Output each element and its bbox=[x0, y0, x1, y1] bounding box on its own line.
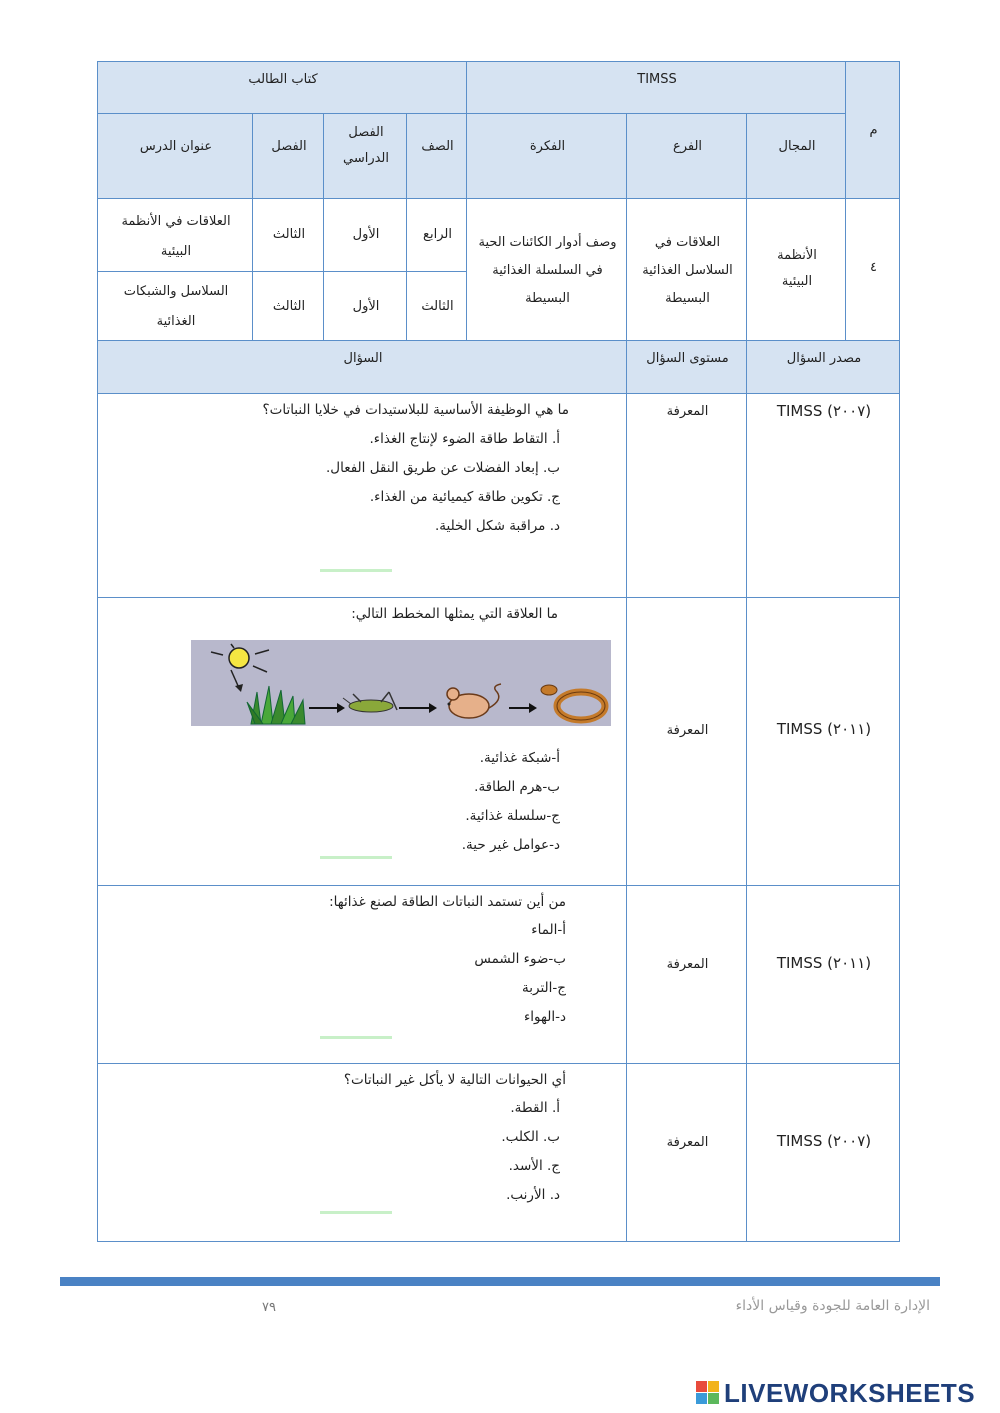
logo-text: LIVEWORKSHEETS bbox=[724, 1378, 976, 1408]
info-number-cell bbox=[845, 198, 900, 341]
info-lesson-1: العلاقات في الأنظمة البيئية bbox=[121, 214, 231, 259]
info-grade-2: الثالث bbox=[421, 299, 454, 314]
footer-bar bbox=[60, 1277, 940, 1286]
header-lesson-cell bbox=[97, 113, 253, 199]
header-grade-cell bbox=[406, 113, 467, 199]
info-grade-1: الرابع bbox=[423, 227, 452, 242]
q4-level: المعرفة bbox=[666, 1135, 709, 1150]
q1-level: المعرفة bbox=[666, 404, 709, 419]
q4-option-c: ج. الأسد. bbox=[508, 1158, 560, 1174]
org-name: الإدارة العامة للجودة وقياس الأداء bbox=[735, 1298, 930, 1314]
header-semester-cell bbox=[323, 113, 407, 199]
q1-option-b: ب. إبعاد الفضلات عن طريق النقل الفعال. bbox=[325, 460, 560, 476]
header-domain-label: المجال bbox=[778, 139, 816, 154]
info-lesson-cell-1 bbox=[97, 198, 253, 272]
q2-option-b: ب-هرم الطاقة. bbox=[474, 779, 560, 795]
q2-answer-line bbox=[320, 856, 392, 859]
header-book-cell bbox=[97, 61, 467, 114]
qheader-level-cell bbox=[626, 340, 747, 394]
qheader-source-cell bbox=[746, 340, 900, 394]
info-chapter-cell-1 bbox=[252, 198, 324, 272]
header-chapter-cell bbox=[252, 113, 324, 199]
info-lesson-cell-2 bbox=[97, 271, 253, 341]
header-branch-label: الفرع bbox=[672, 139, 703, 154]
q3-option-a: أ-الماء bbox=[531, 922, 566, 938]
q2-question-cell bbox=[97, 597, 627, 886]
q3-level: المعرفة bbox=[666, 957, 709, 972]
q1-source: TIMSS (٢٠٠٧) bbox=[776, 402, 872, 420]
info-semester-1: الأول bbox=[352, 227, 380, 242]
info-semester-cell-1 bbox=[323, 198, 407, 272]
header-m-label: م bbox=[869, 123, 878, 138]
info-domain: الأنظمة البيئية bbox=[777, 248, 817, 289]
header-m-cell bbox=[845, 61, 900, 199]
q1-text: ما هي الوظيفة الأساسية للبلاستيدات في خلايا النباتات؟ bbox=[262, 402, 569, 418]
info-semester-cell-2 bbox=[323, 271, 407, 341]
q4-option-a: أ. القطة. bbox=[510, 1100, 560, 1116]
qheader-source: مصدر السؤال bbox=[786, 351, 862, 366]
liveworksheets-logo[interactable] bbox=[696, 1378, 996, 1410]
info-grade-cell-2 bbox=[406, 271, 467, 341]
q3-text: من أين تستمد النباتات الطاقة لصنع غذائها: bbox=[329, 894, 566, 910]
q3-level-cell bbox=[626, 885, 747, 1064]
q2-option-c: ج-سلسلة غذائية. bbox=[465, 808, 560, 824]
q3-answer-line bbox=[320, 1036, 392, 1039]
q2-level: المعرفة bbox=[666, 723, 709, 738]
q4-answer-line bbox=[320, 1211, 392, 1214]
q1-option-a: أ. التقاط طاقة الضوء لإنتاج الغذاء. bbox=[369, 431, 560, 447]
q1-option-d: د. مراقبة شكل الخلية. bbox=[434, 518, 560, 534]
info-branch: العلاقات في السلاسل الغذائية البسيطة bbox=[642, 235, 733, 306]
q1-option-c: ج. تكوين طاقة كيميائية من الغذاء. bbox=[369, 489, 560, 505]
q4-source: TIMSS (٢٠٠٧) bbox=[776, 1132, 872, 1150]
info-domain-cell bbox=[746, 198, 846, 341]
header-book-label: كتاب الطالب bbox=[248, 72, 318, 87]
q3-option-b: ب-ضوء الشمس bbox=[474, 951, 566, 967]
header-branch-cell bbox=[626, 113, 747, 199]
info-semester-2: الأول bbox=[352, 299, 380, 314]
q2-text: ما العلاقة التي يمثلها المخطط التالي: bbox=[351, 606, 558, 622]
q2-source: TIMSS (٢٠١١) bbox=[776, 720, 872, 738]
q4-text: أي الحيوانات التالية لا يأكل غير النباتات؟ bbox=[343, 1072, 566, 1088]
food-chain-diagram bbox=[191, 640, 611, 726]
info-lesson-2: السلاسل والشبكات الغذائية bbox=[123, 284, 229, 329]
header-semester-label: الفصل الدراسي bbox=[342, 125, 389, 166]
qheader-question: السؤال bbox=[343, 351, 383, 366]
q1-question-cell bbox=[97, 393, 627, 598]
q1-answer-line bbox=[320, 569, 392, 572]
header-idea-cell bbox=[466, 113, 627, 199]
logo-icon bbox=[696, 1381, 720, 1405]
page-number: ٧٩ bbox=[262, 1300, 276, 1315]
header-chapter-label: الفصل bbox=[271, 139, 307, 154]
q3-source: TIMSS (٢٠١١) bbox=[776, 954, 872, 972]
header-grade-label: الصف bbox=[421, 139, 454, 154]
header-domain-cell bbox=[746, 113, 846, 199]
info-chapter-2: الثالث bbox=[272, 299, 306, 314]
header-timss-label: TIMSS bbox=[637, 72, 677, 87]
q3-source-cell bbox=[746, 885, 900, 1064]
q2-option-d: د-عوامل غير حية. bbox=[461, 837, 560, 853]
info-idea: وصف أدوار الكائنات الحية في السلسلة الغذائية البسيطة bbox=[478, 235, 617, 306]
info-idea-cell bbox=[466, 198, 627, 341]
qheader-question-cell bbox=[97, 340, 627, 394]
q3-option-c: ج-التربة bbox=[522, 980, 566, 996]
q2-level-cell bbox=[626, 597, 747, 886]
header-timss-cell bbox=[466, 61, 846, 114]
q3-question-cell bbox=[97, 885, 627, 1064]
info-number: ٤ bbox=[870, 260, 877, 275]
q4-source-cell bbox=[746, 1063, 900, 1242]
q4-level-cell bbox=[626, 1063, 747, 1242]
info-chapter-cell-2 bbox=[252, 271, 324, 341]
q1-level-cell bbox=[626, 393, 747, 598]
qheader-level: مستوى السؤال bbox=[646, 351, 729, 366]
q4-option-d: د. الأرنب. bbox=[506, 1187, 560, 1203]
header-lesson-label: عنوان الدرس bbox=[139, 139, 213, 154]
q2-source-cell bbox=[746, 597, 900, 886]
q4-option-b: ب. الكلب. bbox=[501, 1129, 560, 1145]
info-branch-cell bbox=[626, 198, 747, 341]
q4-question-cell bbox=[97, 1063, 627, 1242]
info-chapter-1: الثالث bbox=[272, 227, 306, 242]
q1-source-cell bbox=[746, 393, 900, 598]
info-grade-cell-1 bbox=[406, 198, 467, 272]
header-idea-label: الفكرة bbox=[529, 139, 566, 154]
q3-option-d: د-الهواء bbox=[523, 1009, 566, 1025]
q2-option-a: أ-شبكة غذائية. bbox=[479, 750, 560, 766]
